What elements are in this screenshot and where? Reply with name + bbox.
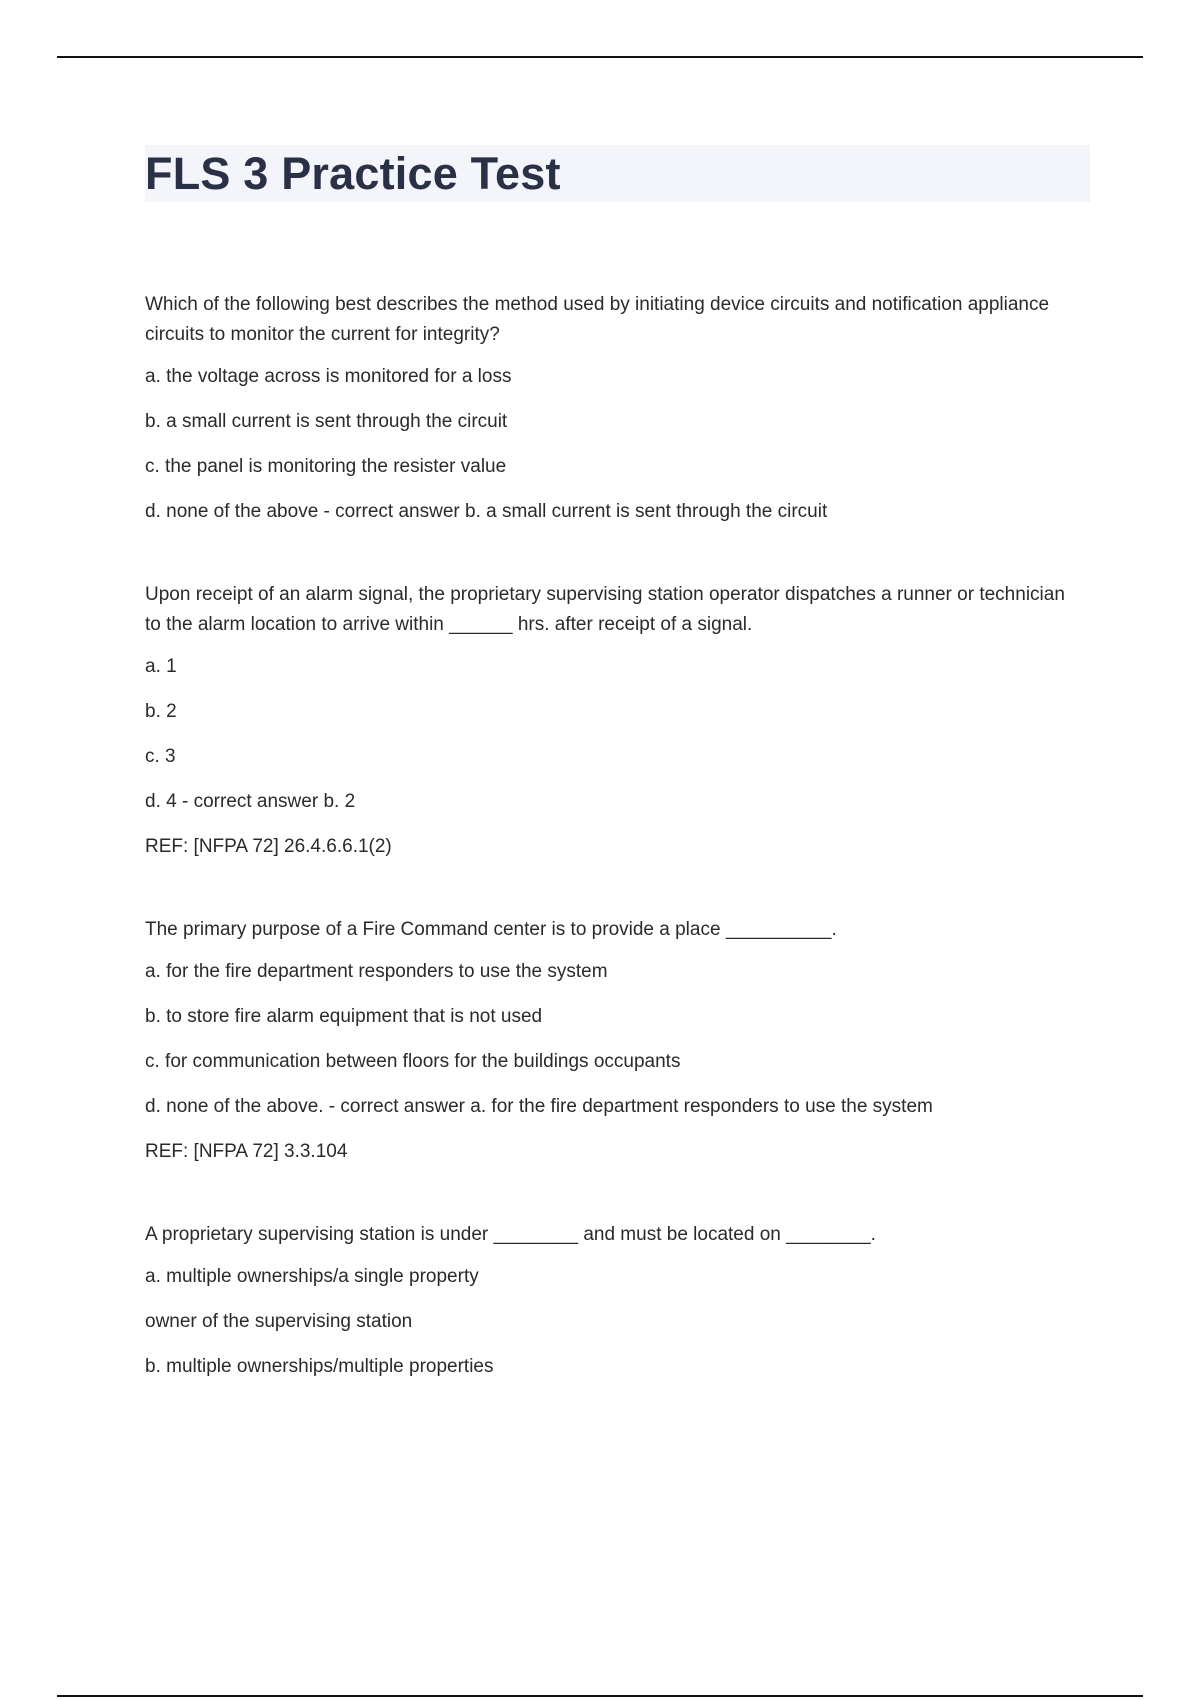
question-3-option-a: a. for the fire department responders to use the system xyxy=(145,961,608,982)
question-1-stem: Which of the following best describes the method used by initiating device circuits and notification appliance circuits to monitor the current for integrity? xyxy=(145,294,1050,345)
question-1-option-d: d. none of the above - correct answer b. a small current is sent through the circuit xyxy=(145,501,828,522)
question-list xyxy=(145,290,1065,1435)
question-2-option-d: d. 4 - correct answer b. 2 xyxy=(145,791,356,812)
question-3-stem: The primary purpose of a Fire Command center is to provide a place __________. xyxy=(145,919,837,940)
document-title: FLS 3 Practice Test xyxy=(145,148,561,199)
question-3-option-b: b. to store fire alarm equipment that is not used xyxy=(145,1006,543,1027)
question-3-option-d: d. none of the above. - correct answer a. for the fire department responders to use the system xyxy=(145,1096,933,1117)
question-4-option-b: b. multiple ownerships/multiple properties xyxy=(145,1356,494,1377)
question-2-reference: REF: [NFPA 72] 26.4.6.6.1(2) xyxy=(145,836,392,857)
question-4 xyxy=(145,1220,1065,1382)
question-4-stem: A proprietary supervising station is under ________ and must be located on ________. xyxy=(145,1224,876,1245)
question-2-option-c: c. 3 xyxy=(145,746,176,767)
question-1-option-a: a. the voltage across is monitored for a loss xyxy=(145,366,512,387)
question-3 xyxy=(145,915,1065,1167)
question-1-option-c: c. the panel is monitoring the resister value xyxy=(145,456,507,477)
top-rule xyxy=(57,56,1143,58)
question-2 xyxy=(145,580,1065,862)
bottom-rule xyxy=(57,1695,1143,1697)
question-3-option-c: c. for communication between floors for the buildings occupants xyxy=(145,1051,681,1072)
question-2-option-a: a. 1 xyxy=(145,656,177,677)
question-4-continuation: owner of the supervising station xyxy=(145,1311,413,1332)
question-1 xyxy=(145,290,1065,527)
question-2-option-b: b. 2 xyxy=(145,701,177,722)
question-1-option-b: b. a small current is sent through the circuit xyxy=(145,411,508,432)
question-3-reference: REF: [NFPA 72] 3.3.104 xyxy=(145,1141,348,1162)
question-2-stem: Upon receipt of an alarm signal, the proprietary supervising station operator dispatches a runner or technician to the alarm location to arrive within ______ hrs. after receipt of a signal. xyxy=(145,584,1065,635)
question-4-option-a: a. multiple ownerships/a single property xyxy=(145,1266,479,1287)
